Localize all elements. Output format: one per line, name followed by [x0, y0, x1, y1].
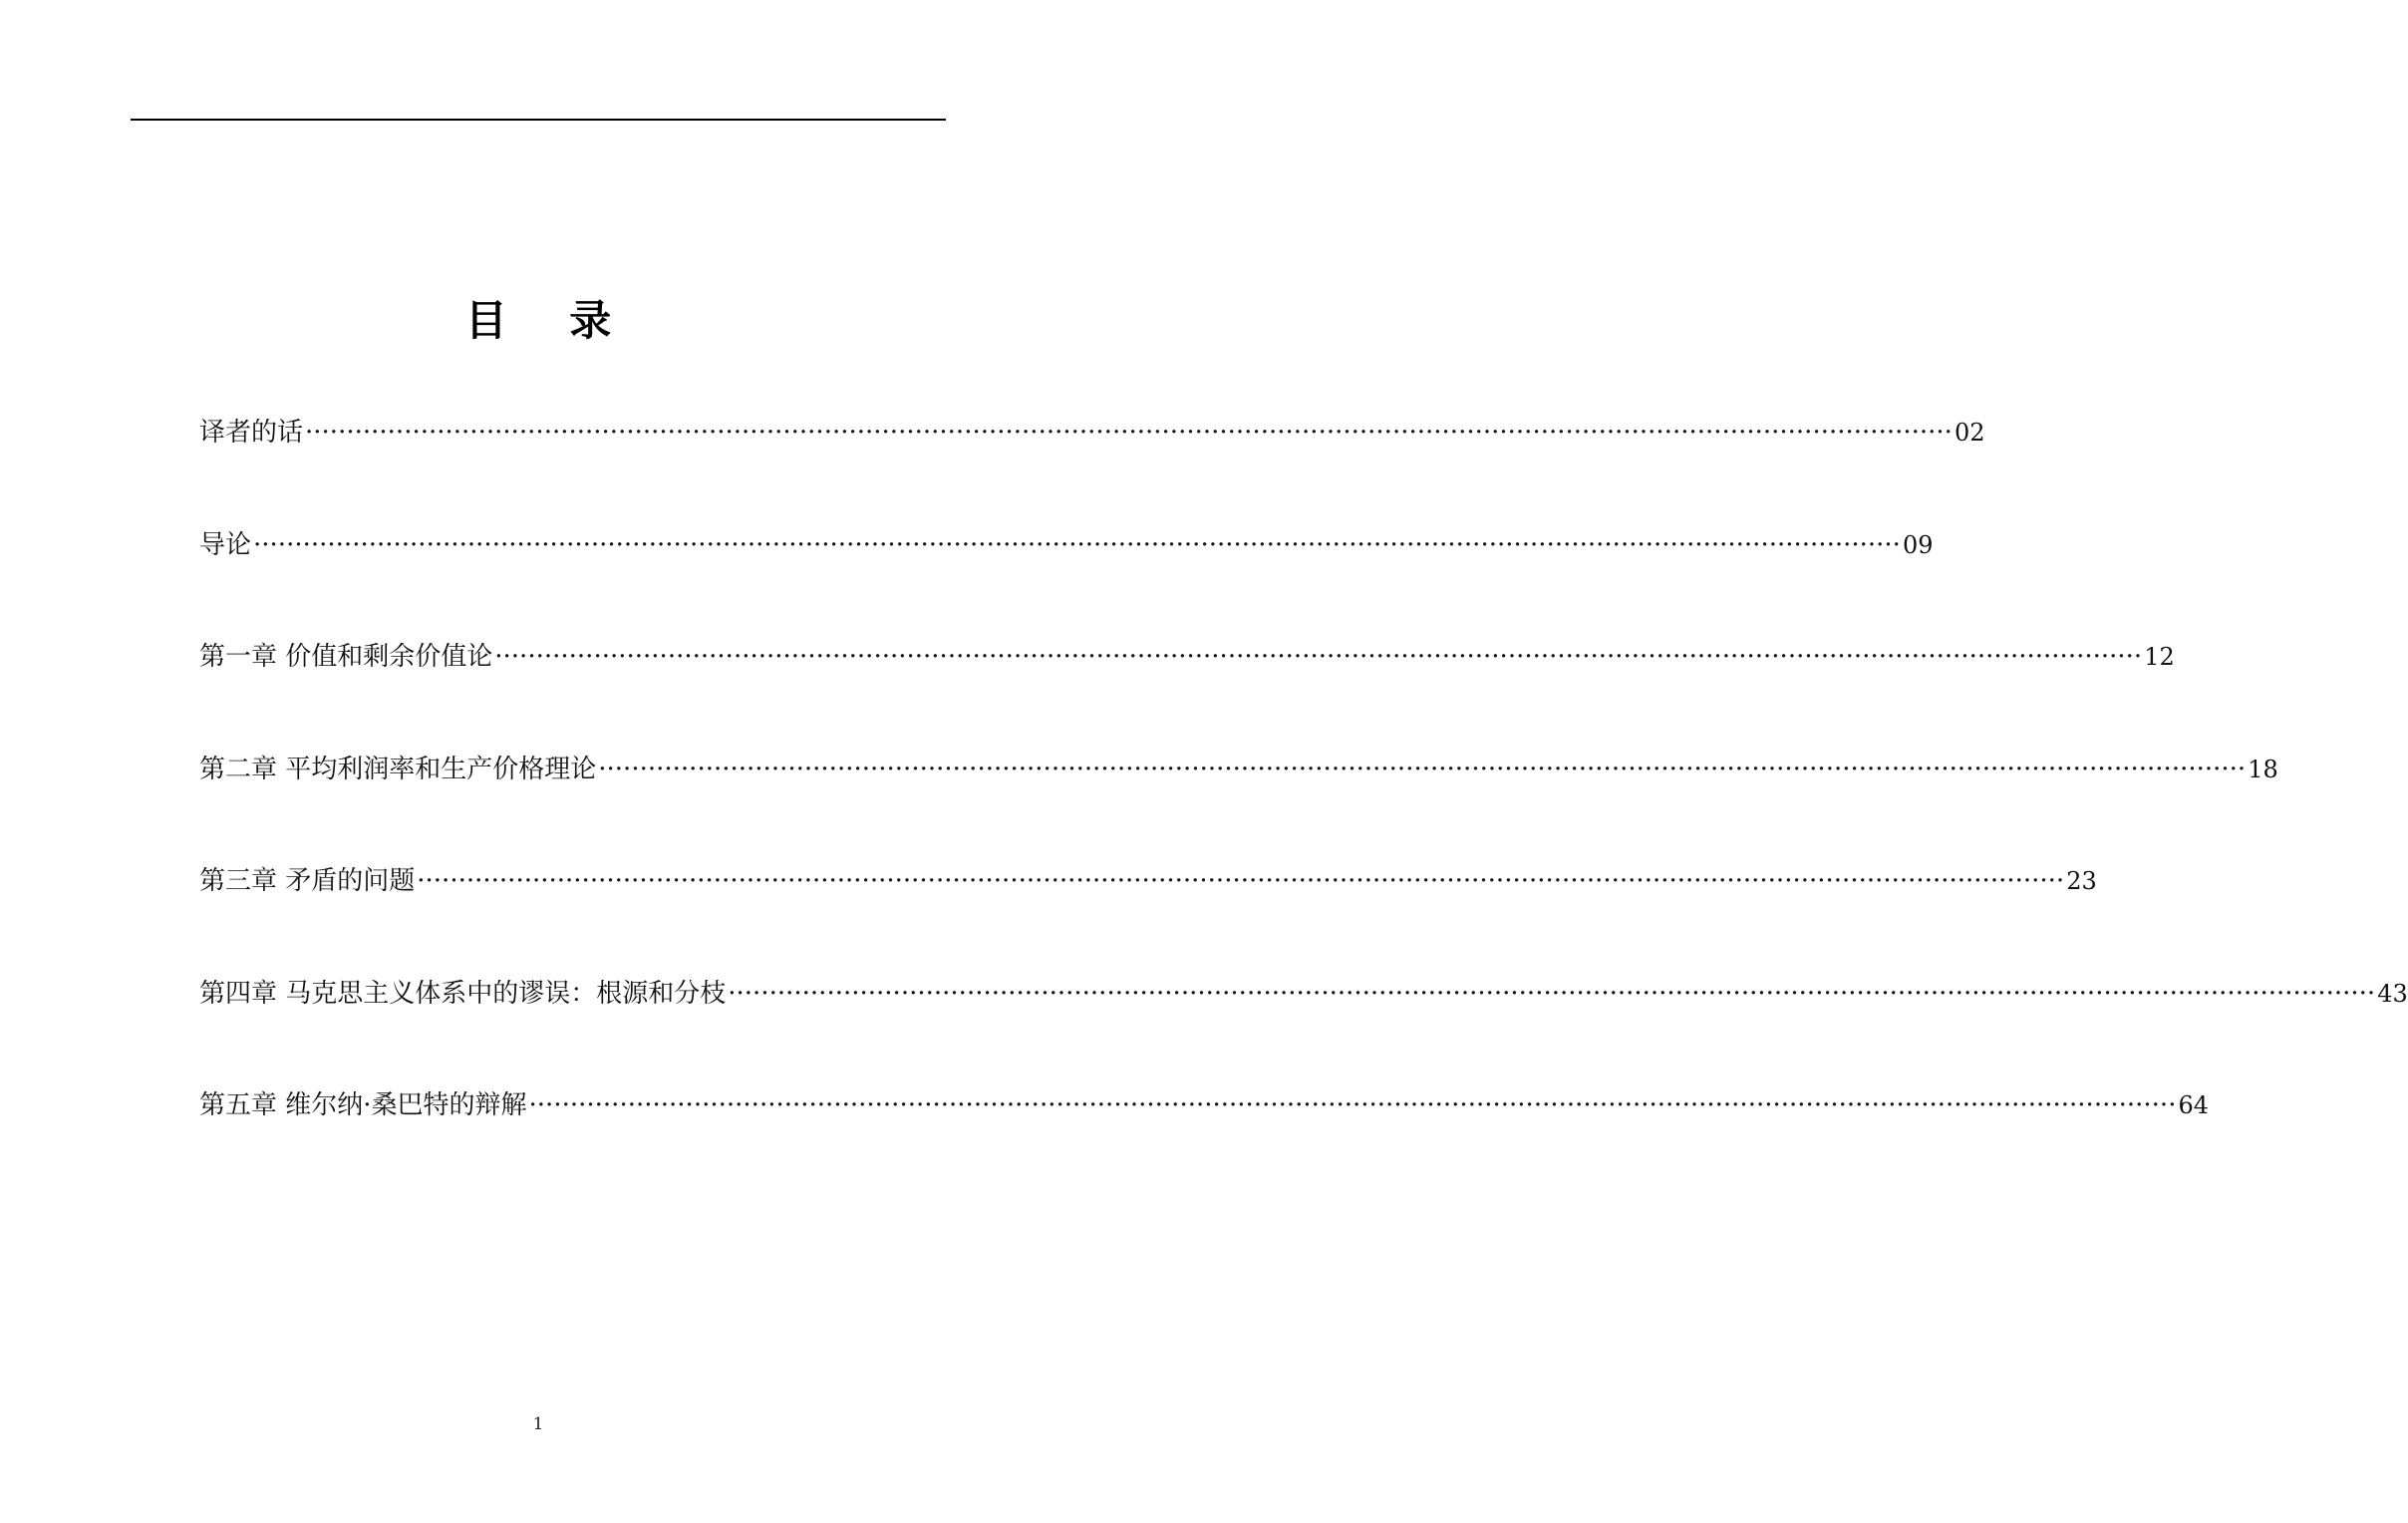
- toc-entry[interactable]: [199, 748, 2278, 791]
- toc-leader-dots: ········································································································································································································: [253, 529, 1901, 560]
- toc-leader-dots: ········································································································································································································: [728, 978, 2376, 1009]
- toc-entry-page: 23: [2066, 867, 2097, 895]
- toc-entry[interactable]: [199, 972, 2408, 1016]
- toc-entry-label: 导论: [199, 529, 252, 560]
- header-rule: [131, 119, 946, 121]
- toc-leader-dots: ········································································································································································································: [528, 1090, 2177, 1120]
- toc-entry-label: 译者的话: [199, 418, 304, 448]
- toc-entry-label: 第二章 平均利润率和生产价格理论: [199, 754, 597, 784]
- toc-leader-dots: ········································································································································································································: [598, 754, 2247, 784]
- toc-leader-dots: ········································································································································································································: [305, 418, 1953, 448]
- toc-entry-page: 12: [2144, 643, 2175, 671]
- toc-entry[interactable]: [199, 635, 2175, 679]
- toc-entry-page: 09: [1902, 530, 1934, 559]
- toc-leader-dots: ········································································································································································································: [417, 866, 2065, 896]
- toc-entry-label: 第五章 维尔纳·桑巴特的辩解: [199, 1090, 527, 1120]
- toc-entry[interactable]: [199, 859, 2097, 903]
- toc-entry[interactable]: [199, 1083, 2210, 1127]
- toc-entry-page: 64: [2178, 1091, 2210, 1119]
- toc-entry-label: 第三章 矛盾的问题: [199, 866, 416, 896]
- toc-entry-label: 第四章 马克思主义体系中的谬误：根源和分枝: [199, 978, 727, 1009]
- toc-entry[interactable]: [199, 411, 1985, 455]
- toc-entry-page: 43: [2377, 979, 2408, 1008]
- toc-leader-dots: ········································································································································································································: [494, 642, 2143, 672]
- toc-entry-page: 18: [2248, 755, 2278, 783]
- table-of-contents: [199, 411, 2408, 1196]
- toc-entry[interactable]: [199, 523, 1934, 567]
- toc-entry-page: 02: [1954, 419, 1985, 447]
- page-number: 1: [532, 1414, 544, 1434]
- toc-entry-label: 第一章 价值和剩余价值论: [199, 642, 493, 672]
- page-title: 目 录: [464, 296, 636, 346]
